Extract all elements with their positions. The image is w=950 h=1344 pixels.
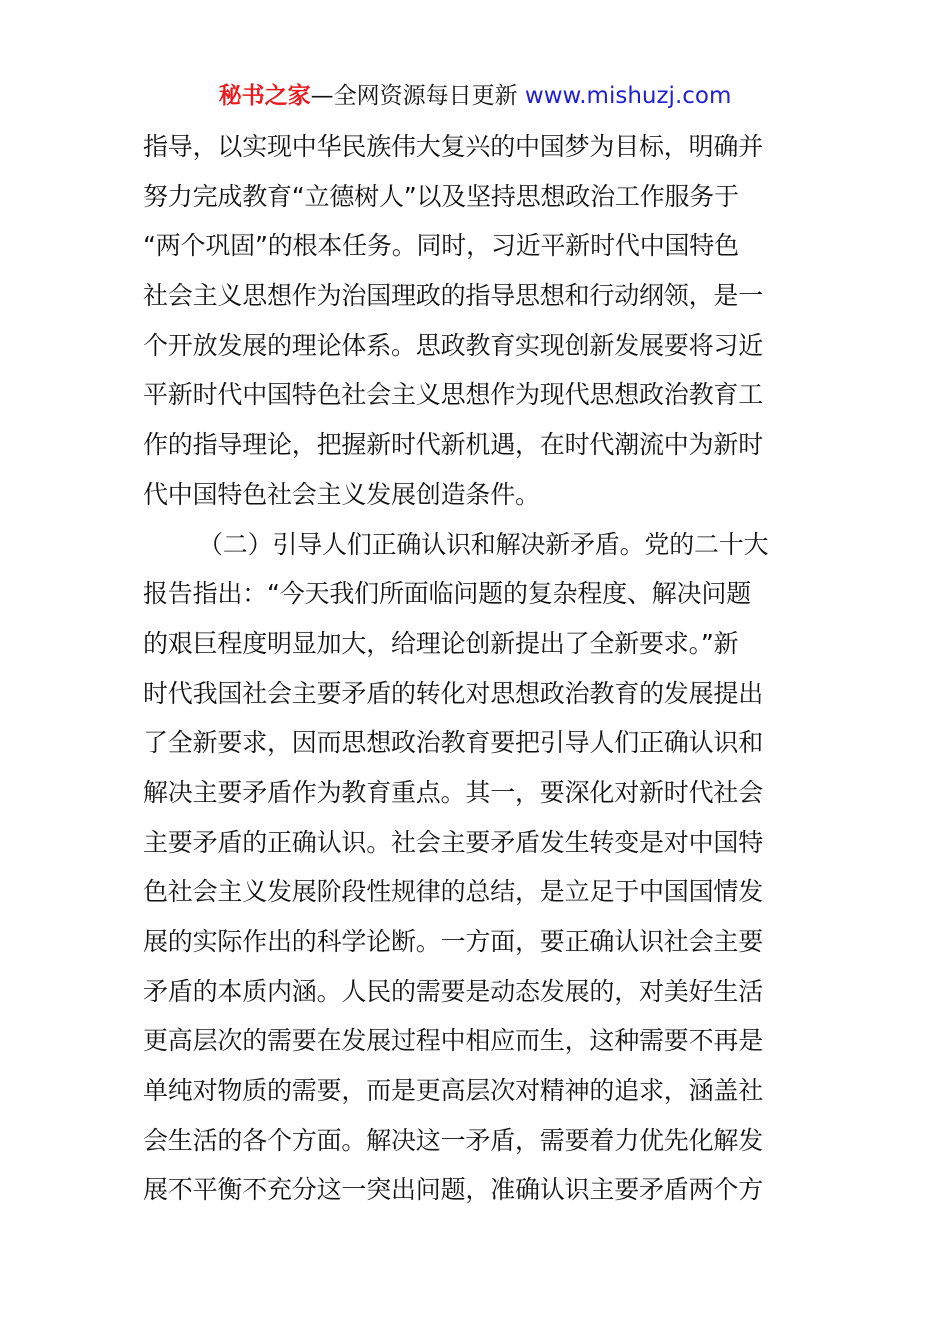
text-line: 作的指导理论，把握新时代新机遇，在时代潮流中为新时: [143, 430, 764, 460]
site-brand: 秘书之家: [218, 83, 311, 109]
text-line: 的艰巨程度明显加大，给理论创新提出了全新要求。”新: [143, 628, 739, 658]
site-url-link[interactable]: www.mishuzj.com: [524, 83, 732, 109]
text-line: 社会主义思想作为治国理政的指导思想和行动纲领，是一: [143, 281, 764, 311]
text-line: “两个巩固”的根本任务。同时，习近平新时代中国特色: [143, 231, 739, 261]
text-line: 解决主要矛盾作为教育重点。其一，要深化对新时代社会: [143, 777, 764, 807]
text-line: 时代我国社会主要矛盾的转化对思想政治教育的发展提出: [143, 678, 764, 708]
text-line: 展不平衡不充分这一突出问题，准确认识主要矛盾两个方: [143, 1175, 764, 1205]
text-line: 矛盾的本质内涵。人民的需要是动态发展的，对美好生活: [143, 976, 764, 1006]
text-line: 色社会主义发展阶段性规律的总结，是立足于中国国情发: [143, 877, 764, 907]
text-line: 指导，以实现中华民族伟大复兴的中国梦为目标，明确并: [143, 132, 764, 161]
document-body: [143, 122, 813, 1215]
text-line: 代中国特色社会主义发展创造条件。: [143, 479, 540, 509]
text-line: 更高层次的需要在发展过程中相应而生，这种需要不再是: [143, 1026, 764, 1056]
site-tagline: —全网资源每日更新: [310, 83, 518, 109]
page-header: [0, 80, 950, 112]
text-line: 报告指出：“今天我们所面临问题的复杂程度、解决问题: [143, 579, 751, 609]
section-heading-line: （二）引导人们正确认识和解决新矛盾。党的二十大: [198, 529, 769, 559]
text-line: 主要矛盾的正确认识。社会主要矛盾发生转变是对中国特: [143, 827, 764, 857]
text-line: 展的实际作出的科学论断。一方面，要正确认识社会主要: [143, 927, 764, 956]
text-line: 会生活的各个方面。解决这一矛盾，需要着力优先化解发: [143, 1125, 764, 1155]
text-line: 努力完成教育“立德树人”以及坚持思想政治工作服务于: [143, 181, 739, 211]
text-line: 平新时代中国特色社会主义思想作为现代思想政治教育工: [143, 380, 764, 410]
text-line: 个开放发展的理论体系。思政教育实现创新发展要将习近: [143, 330, 764, 360]
text-line: 单纯对物质的需要，而是更高层次对精神的追求，涵盖社: [143, 1076, 764, 1106]
text-line: 了全新要求，因而思想政治教育要把引导人们正确认识和: [143, 728, 764, 758]
